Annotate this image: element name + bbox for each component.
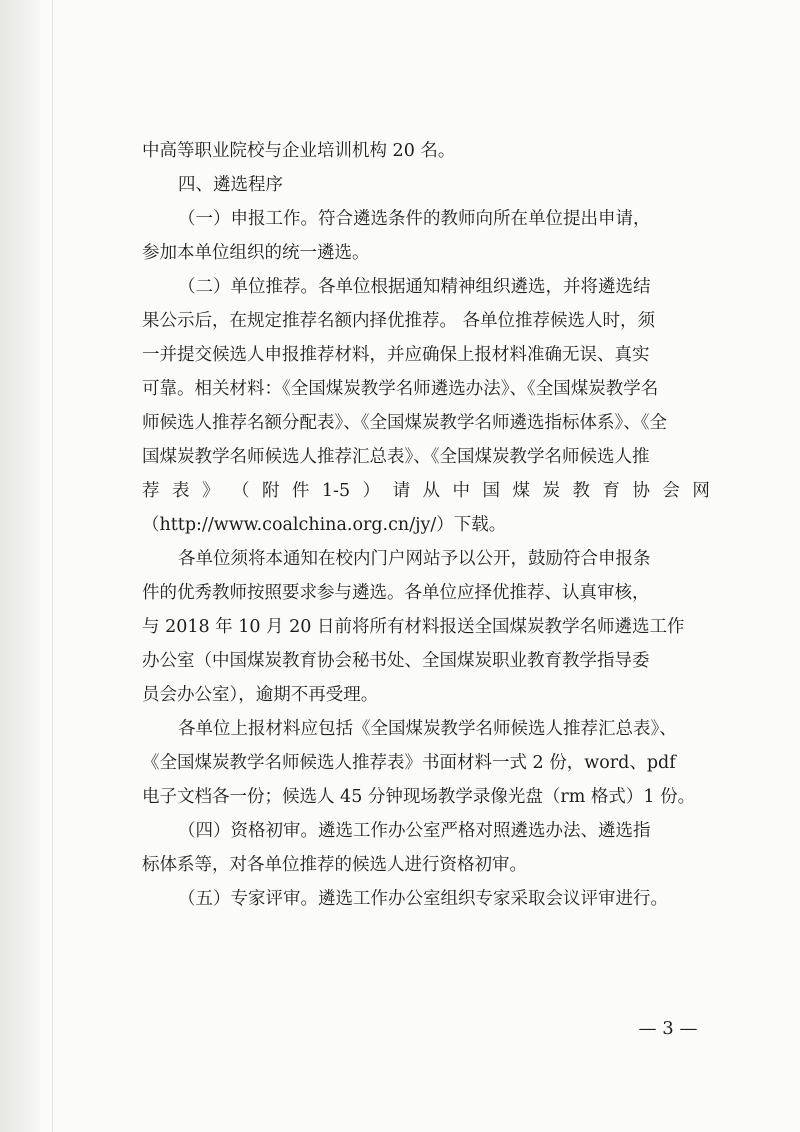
binding-line <box>52 0 53 1132</box>
text-token: （ <box>231 481 250 501</box>
text-token: 育 <box>602 481 620 501</box>
text-token: 炭 <box>542 481 560 501</box>
text-token: 件 <box>291 481 310 501</box>
text-line: 办公室（中国煤炭教育协会秘书处、全国煤炭职业教育教学指导委 <box>142 651 650 671</box>
text-line: （二）单位推荐。各单位根据通知精神组织遴选，并将遴选结 <box>178 277 651 297</box>
text-line: （一）申报工作。符合遴选条件的教师向所在单位提出申请， <box>178 209 651 229</box>
page-number: — 3 — <box>638 1018 698 1039</box>
text-token: 》 <box>201 481 220 501</box>
text-token: 从 <box>422 481 441 501</box>
text-line: 可靠。相关材料：《全国煤炭教学名师遴选办法》、《全国煤炭教学名 <box>142 379 659 399</box>
text-line: 与 2018 年 10 月 20 日前将所有材料报送全国煤炭教学名师遴选工作 <box>142 617 685 637</box>
text-line: 参加本单位组织的统一遴选。 <box>142 243 370 263</box>
text-line: 件的优秀教师按照要求参与遴选。各单位应择优推荐、认真审核， <box>142 583 650 603</box>
text-token: 荐 <box>142 481 160 501</box>
text-token: 1-5 <box>321 481 351 501</box>
text-token: 国 <box>482 481 501 501</box>
text-line: 电子文档各一份；候选人 45 分钟现场教学录像光盘（rm 格式）1 份。 <box>142 787 696 807</box>
text-token: 教 <box>572 481 590 501</box>
section-heading: 四、遴选程序 <box>178 175 283 195</box>
text-token: 协 <box>632 481 650 501</box>
text-line: 国煤炭教学名师候选人推荐汇总表》、《全国煤炭教学名师候选人推 <box>142 447 650 467</box>
text-line: 《全国煤炭教学名师候选人推荐表》书面材料一式 2 份，word、pdf <box>142 753 676 773</box>
text-line-justified <box>142 474 714 508</box>
document-body <box>142 134 714 916</box>
text-line: 标体系等，对各单位推荐的候选人进行资格初审。 <box>142 855 527 875</box>
text-line: 各单位须将本通知在校内门户网站予以公开，鼓励符合申报条 <box>178 549 651 569</box>
text-line: 中高等职业院校与企业培训机构 20 名。 <box>142 141 456 161</box>
text-token: 煤 <box>512 481 530 501</box>
text-line: 果公示后，在规定推荐名额内择优推荐。 各单位推荐候选人时，须 <box>142 311 656 331</box>
text-line: 各单位上报材料应包括《全国煤炭教学名师候选人推荐汇总表》、 <box>178 719 677 739</box>
text-line: 员会办公室），逾期不再受理。 <box>142 685 379 705</box>
text-token: ） <box>362 481 381 501</box>
text-token: 请 <box>392 481 411 501</box>
text-line: 师候选人推荐名额分配表》、《全国煤炭教学名师遴选指标体系》、《全 <box>142 413 667 433</box>
text-token: 表 <box>171 481 190 501</box>
text-line: （四）资格初审。遴选工作办公室严格对照遴选办法、遴选指 <box>178 821 651 841</box>
text-token: 中 <box>452 481 471 501</box>
text-line: （五）专家评审。遴选工作办公室组织专家采取会议评审进行。 <box>178 889 668 909</box>
scan-edge <box>0 0 40 1132</box>
download-url-line: （http://www.coalchina.org.cn/jy/）下载。 <box>142 515 507 535</box>
text-line: 一并提交候选人申报推荐材料，并应确保上报材料准确无误、真实 <box>142 345 650 365</box>
text-token: 网 <box>692 481 710 501</box>
text-token: 会 <box>662 481 680 501</box>
text-token: 附 <box>261 481 280 501</box>
